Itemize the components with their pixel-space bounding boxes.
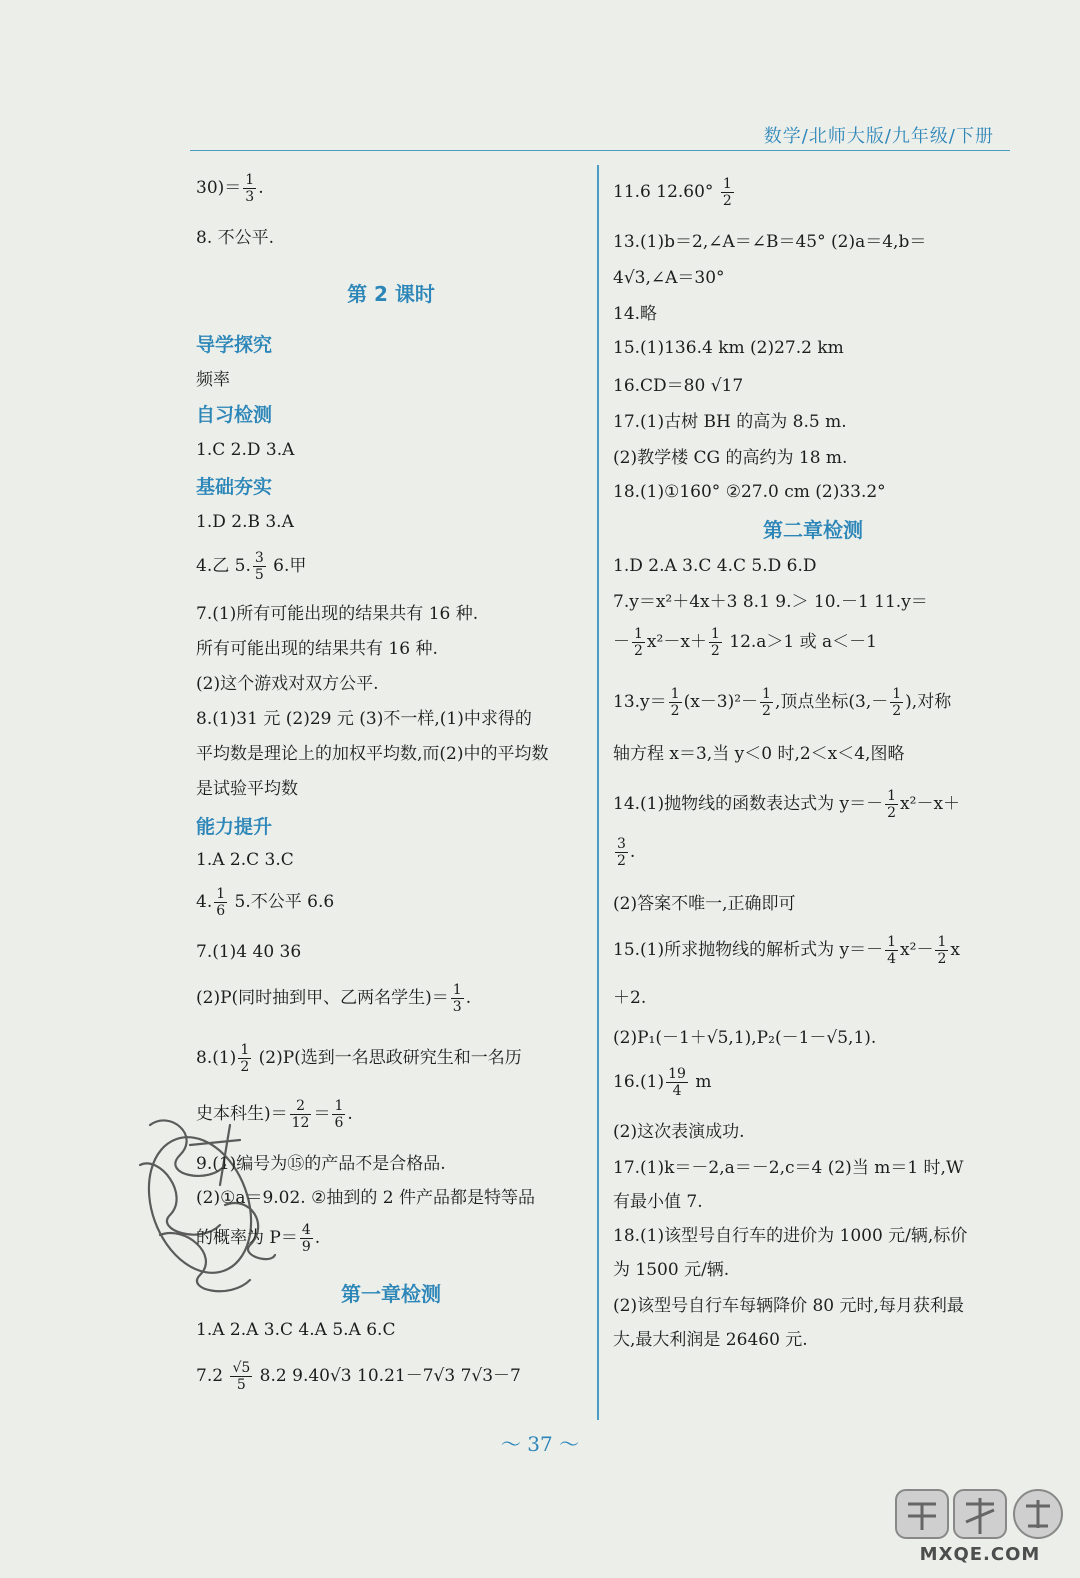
answer-line: 8.(1)31 元 (2)29 元 (3)不一样,(1)中求得的 xyxy=(196,709,532,729)
answer-line: 1.D 2.B 3.A xyxy=(196,512,294,532)
answer-line: 4.乙 5. $\frac{3}{5}$ 6.甲 xyxy=(196,550,307,583)
chapter-1-title: 第一章检测 xyxy=(341,1282,441,1306)
answer-line: 7.(1)4 40 36 xyxy=(196,942,302,962)
answer-line: 大,最大利润是 26460 元. xyxy=(613,1330,808,1350)
header-title: 数学/北师大版/九年级/下册 xyxy=(763,126,994,147)
answer-line: $\frac{3}{2}$ . xyxy=(617,836,636,869)
page-header xyxy=(190,118,1010,151)
answer-line: 18.(1)该型号自行车的进价为 1000 元/辆,标价 xyxy=(613,1226,968,1246)
answer-line: 11.6 12.60° $\frac{1}{2}$ xyxy=(613,176,732,209)
answer-line: 8.(1) $\frac{1}{2}$ (2)P(选到一名思政研究生和一名历 xyxy=(196,1042,522,1075)
answer-line: 14.略 xyxy=(613,304,658,324)
section-heading-self: 自习检测 xyxy=(196,404,273,426)
answer-line: 15.(1)136.4 km (2)27.2 km xyxy=(613,338,844,358)
answer-line: 14.(1)抛物线的函数表达式为 y＝－ $\frac{1}{2}$ x²－x＋ xyxy=(613,788,961,821)
answer-line: 史本科生)＝ $\frac{2}{12}$ ＝ $\frac{1}{6}$ . xyxy=(196,1098,353,1131)
answer-line: (2)该型号自行车每辆降价 80 元时,每月获利最 xyxy=(613,1296,964,1316)
answer-line: － $\frac{1}{2}$ x²－x＋ $\frac{1}{2}$ 12.a＞1 或 a＜－1 xyxy=(613,626,877,659)
answer-line: 平均数是理论上的加权平均数,而(2)中的平均数 xyxy=(196,744,549,764)
answer-line: 频率 xyxy=(196,370,230,390)
answer-line: 有最小值 7. xyxy=(613,1192,703,1212)
answer-line: 1.A 2.C 3.C xyxy=(196,850,294,870)
section-heading-ability: 能力提升 xyxy=(196,816,273,838)
answer-line: 16.CD＝80 √17 xyxy=(613,376,744,396)
answer-line: (2)P(同时抽到甲、乙两名学生)＝ $\frac{1}{3}$ . xyxy=(196,982,472,1015)
answer-line: 4√3,∠A＝30° xyxy=(613,268,725,288)
answer-line: 18.(1)①160° ②27.0 cm (2)33.2° xyxy=(613,482,886,502)
answer-line: (2)这次表演成功. xyxy=(613,1122,745,1142)
answer-line: ＋2. xyxy=(613,988,647,1008)
answer-line: 轴方程 x＝3,当 y＜0 时,2＜x＜4,图略 xyxy=(613,744,905,764)
answer-line: 的概率为 P＝ $\frac{4}{9}$ . xyxy=(196,1222,321,1255)
answer-line: 1.C 2.D 3.A xyxy=(196,440,295,460)
answer-line: 是试验平均数 xyxy=(196,779,298,799)
answer-line: 16.(1) $\frac{19}{4}$ m xyxy=(613,1066,712,1099)
answer-line: 7.2 $\frac{√5}{5}$ 8.2 9.40√3 10.21－7√3 7√3－7 xyxy=(196,1360,521,1393)
answer-line: 8. 不公平. xyxy=(196,228,275,248)
answer-line: (2)教学楼 CG 的高约为 18 m. xyxy=(613,448,848,468)
site-logo xyxy=(890,1482,1070,1572)
answer-line: 7.(1)所有可能出现的结果共有 16 种. xyxy=(196,604,479,624)
answer-line: (2)答案不唯一,正确即可 xyxy=(613,894,796,914)
answer-line: (2)这个游戏对双方公平. xyxy=(196,674,379,694)
section-heading-basic: 基础夯实 xyxy=(196,476,273,498)
page-number: ～ 37 ～ xyxy=(500,1432,580,1456)
answer-line: 为 1500 元/辆. xyxy=(613,1260,730,1280)
lesson-title: 第 2 课时 xyxy=(347,282,435,306)
answer-line: 13.(1)b＝2,∠A＝∠B＝45° (2)a＝4,b＝ xyxy=(613,232,927,252)
answer-line: 9.(1)编号为⑮的产品不是合格品. xyxy=(196,1154,446,1174)
answer-line: 1.A 2.A 3.C 4.A 5.A 6.C xyxy=(196,1320,396,1340)
answer-line: 30)＝ $\frac{1}{3}$ . xyxy=(196,172,264,205)
logo-text: MXQE.COM xyxy=(919,1544,1041,1565)
answer-line: (2)①a＝9.02. ②抽到的 2 件产品都是特等品 xyxy=(196,1188,535,1208)
answer-line: 17.(1)古树 BH 的高为 8.5 m. xyxy=(613,412,847,432)
answer-line: 15.(1)所求抛物线的解析式为 y＝－ $\frac{1}{4}$ x²－ $\frac{1}{2}$ x xyxy=(613,934,960,967)
handwritten-watermark xyxy=(130,1105,280,1315)
section-heading-guide: 导学探究 xyxy=(196,334,273,356)
column-divider xyxy=(597,165,599,1420)
answer-line: 4. $\frac{1}{6}$ 5.不公平 6.6 xyxy=(196,886,335,919)
answer-line: (2)P₁(－1＋√5,1),P₂(－1－√5,1). xyxy=(613,1028,877,1048)
answer-line: 17.(1)k＝－2,a＝－2,c＝4 (2)当 m＝1 时,W xyxy=(613,1158,964,1178)
answer-line: 1.D 2.A 3.C 4.C 5.D 6.D xyxy=(613,556,817,576)
answer-line: 13.y＝ $\frac{1}{2}$ (x－3)²－ $\frac{1}{2}$ ,顶点坐标(3,－ $\frac{1}{2}$ ),对称 xyxy=(613,686,952,719)
answer-line: 所有可能出现的结果共有 16 种. xyxy=(196,639,438,659)
chapter-2-title: 第二章检测 xyxy=(763,518,863,542)
logo-mark-icon xyxy=(890,1482,1070,1546)
answer-line: 7.y＝x²＋4x＋3 8.1 9.＞ 10.－1 11.y＝ xyxy=(613,592,928,612)
